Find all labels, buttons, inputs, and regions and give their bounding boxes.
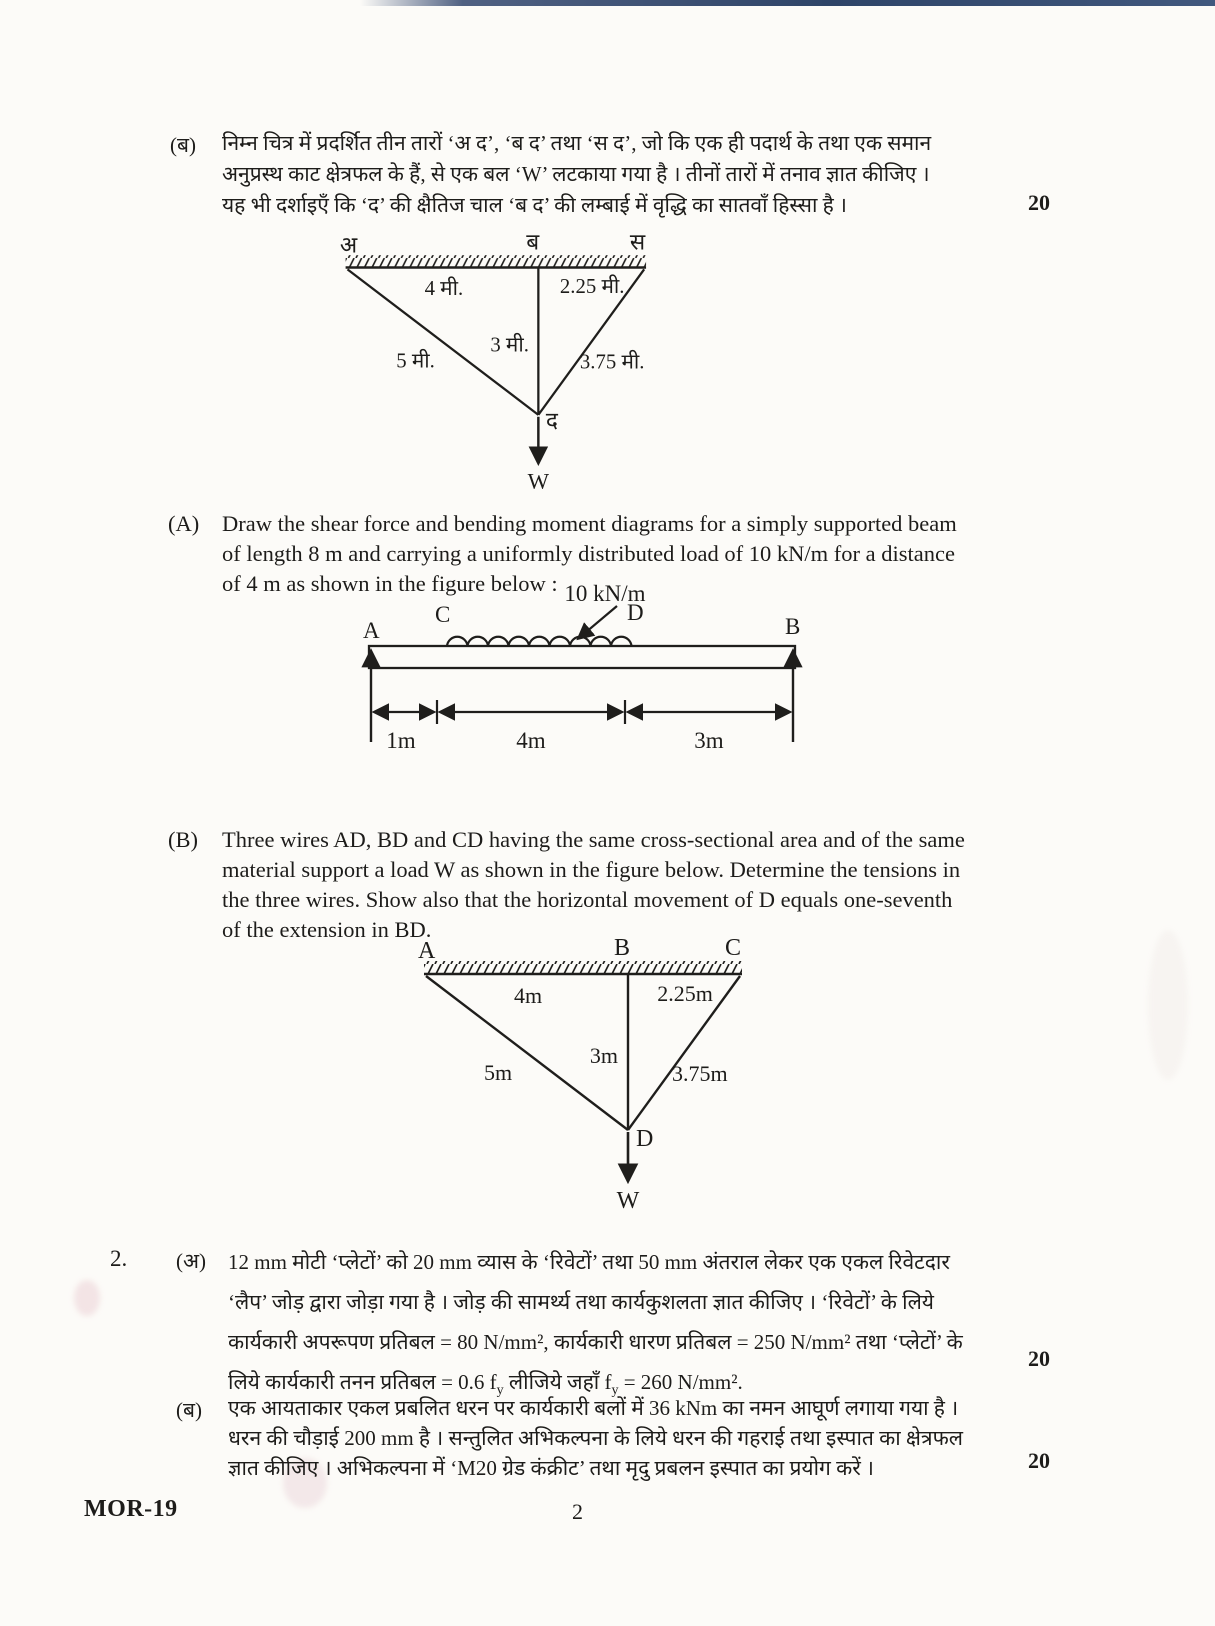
question-A-line: of length 8 m and carrying a uniformly distributed load of 10 kN/m for a distance — [222, 541, 955, 566]
scan-bleedthrough — [1148, 930, 1188, 1080]
question-B-label: (B) — [168, 827, 198, 852]
load-label-w: W — [527, 468, 550, 494]
point-label-d: D — [636, 1126, 654, 1152]
point-label-b: B — [613, 935, 631, 961]
wire-figure-english — [410, 928, 750, 1218]
udl-loops — [447, 637, 632, 646]
point-label-d: द — [545, 408, 558, 434]
point-label-a: अ — [339, 232, 358, 258]
question-2a-label: (अ) — [176, 1249, 207, 1273]
dim-cd: 3.75m — [672, 1061, 728, 1086]
dim-bd: 3m — [589, 1043, 618, 1068]
question-B-line: material support a load W as shown in the figure below. Determine the tensions in — [222, 857, 961, 882]
dim-bc: 2.25 मी. — [559, 274, 625, 298]
page-number: 2 — [572, 1499, 583, 1524]
question-2b-label: (ब) — [176, 1398, 202, 1422]
question-2b-line: एक आयताकार एकल प्रबलित धरन पर कार्यकारी बलों में 36 kNm का नमन आघूर्ण लगाया गया है । — [228, 1396, 959, 1420]
point-label-b: ब — [526, 229, 540, 255]
marks-q2b: 20 — [1028, 1448, 1050, 1473]
point-label-c: C — [724, 935, 742, 961]
question-1b-text — [222, 128, 1047, 221]
dim-cd: 3.75 मी. — [579, 350, 645, 374]
question-1b-line: यह भी दर्शाइएँ कि ‘द’ की क्षैतिज चाल ‘ब द’ की लम्बाई में वृद्धि का सातवाँ हिस्सा है । — [222, 193, 847, 217]
question-2b-text — [228, 1393, 1053, 1483]
question-2a-text — [228, 1242, 1053, 1411]
marks-q1b: 20 — [1028, 190, 1050, 215]
wire-figure-hindi — [332, 224, 654, 498]
beam-dim-cd: 4m — [516, 728, 546, 753]
fy-subscript: y — [496, 1383, 504, 1398]
question-1b-line: अनुप्रस्थ काट क्षेत्रफल के हैं, से एक बल ‘W’ लटकाया गया है । तीनों तारों में तनाव ज्ञात कीजिए । — [222, 162, 930, 186]
beam-dim-ac: 1m — [386, 728, 416, 753]
dim-ab: 4 मी. — [424, 276, 464, 300]
question-2a-line: कार्यकारी अपरूपण प्रतिबल = 80 N/mm², कार्यकारी धारण प्रतिबल = 250 N/mm² तथा ‘प्लेटों’ के — [228, 1330, 963, 1354]
scan-smudge — [74, 1280, 100, 1316]
beam-figure — [355, 584, 805, 759]
load-label-w: W — [616, 1188, 640, 1214]
question-B-line: of the extension in BD. — [222, 917, 432, 942]
question-B-text — [222, 825, 1047, 945]
question-2a-line: लिये कार्यकारी तनन प्रतिबल = 0.6 $f_y$ लीजिये जहाँ $f_y = 260$ N/mm². — [228, 1370, 743, 1398]
dim-ad: 5m — [483, 1060, 513, 1085]
question-2-number: 2. — [110, 1246, 128, 1271]
question-2b-line: धरन की चौड़ाई 200 mm है । सन्तुलित अभिकल्पना के लिये धरन की गहराई तथा इस्पात का क्षेत्रफल — [228, 1426, 964, 1450]
question-A-line: Draw the shear force and bending moment diagrams for a simply supported beam — [222, 511, 957, 536]
beam-label-c: C — [435, 602, 451, 627]
question-2a-line: 12 mm मोटी ‘प्लेटों’ को 20 mm व्यास के ‘रिवेटों’ तथा 50 mm अंतराल लेकर एक एकल रिवेटदार — [228, 1250, 950, 1274]
point-label-c: स — [629, 229, 646, 255]
question-1b-line: निम्न चित्र में प्रदर्शित तीन तारों ‘अ द’, ‘ब द’ तथा ‘स द’, जो कि एक ही पदार्थ के तथा एक समान — [222, 131, 932, 155]
beam-dim-db: 3m — [694, 728, 724, 753]
question-B-line: the three wires. Show also that the horizontal movement of D equals one-seventh — [222, 887, 953, 912]
ceiling-hatch — [346, 255, 646, 267]
dim-ab: 4m — [513, 983, 543, 1008]
question-A-line: of 4 m as shown in the figure below : — [222, 571, 558, 596]
question-2b-line: ज्ञात कीजिए । अभिकल्पना में ‘M20 ग्रेड कंक्रीट’ तथा मृदु प्रबलन इस्पात का प्रयोग करें । — [228, 1456, 875, 1480]
fy-subscript: y — [611, 1383, 619, 1398]
marks-q2a: 20 — [1028, 1346, 1050, 1371]
beam-label-a: A — [363, 618, 380, 643]
point-label-a: A — [418, 938, 436, 964]
dim-bc: 2.25m — [657, 981, 713, 1006]
question-B-line: Three wires AD, BD and CD having the same cross-sectional area and of the same — [222, 827, 965, 852]
beam-body — [369, 646, 795, 668]
dim-ad: 5 मी. — [396, 349, 435, 373]
beam-label-d: D — [627, 600, 644, 625]
beam-label-b: B — [785, 614, 801, 639]
ceiling-hatch — [424, 961, 742, 974]
load-pointer-arrow — [579, 606, 617, 638]
question-A-label: (A) — [168, 511, 200, 536]
question-1b-label: (ब) — [170, 133, 196, 157]
scan-edge-artifact — [360, 0, 1215, 6]
dim-bd: 3 मी. — [490, 333, 529, 357]
paper-code: MOR-19 — [84, 1496, 178, 1522]
udl-load-label: 10 kN/m — [564, 584, 646, 606]
question-2a-line: ‘लैप’ जोड़ द्वारा जोड़ा गया है । जोड़ की सामर्थ्य तथा कार्यकुशलता ज्ञात कीजिए । ‘रिवेटों’ के लिये — [228, 1290, 934, 1314]
